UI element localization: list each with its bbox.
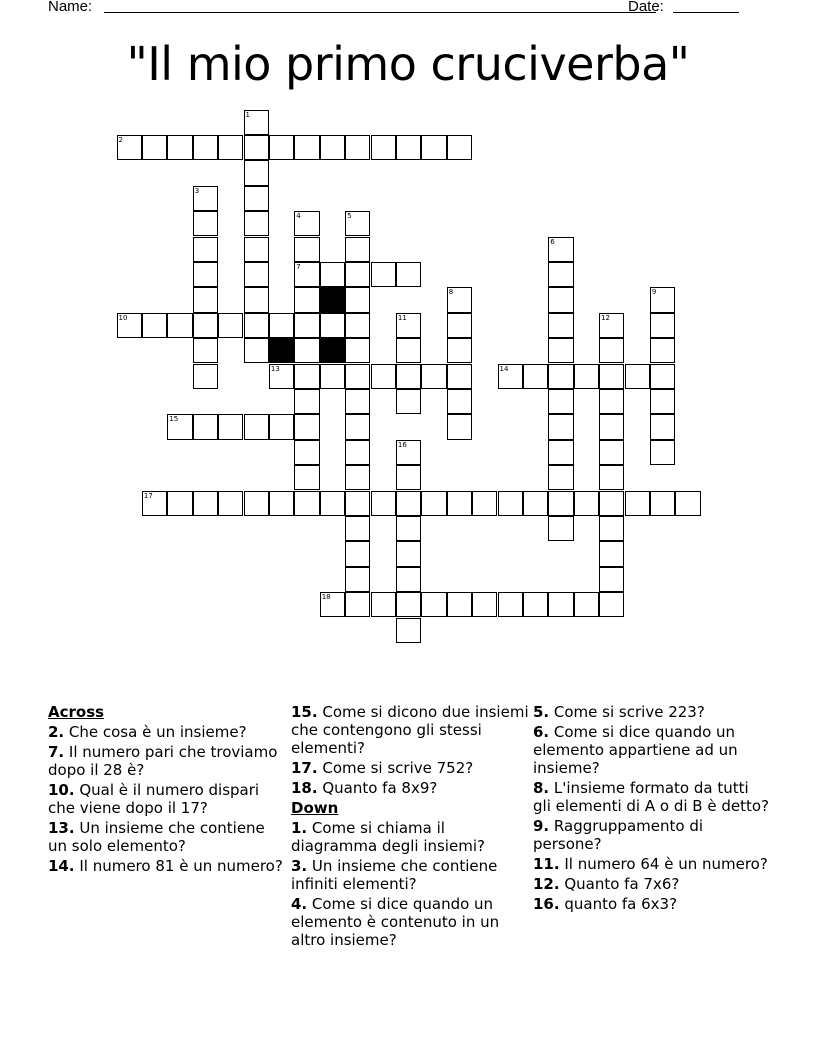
grid-cell[interactable]: [371, 592, 396, 617]
grid-cell[interactable]: [167, 313, 192, 338]
clue-text: Un insieme che contiene infiniti elementi?: [291, 857, 498, 893]
across-heading: Across: [48, 703, 105, 721]
clue-item: [533, 817, 769, 853]
clue-number-label: 13: [270, 364, 280, 373]
grid-cell[interactable]: [421, 135, 446, 160]
grid-cell[interactable]: [396, 313, 421, 338]
grid-cell[interactable]: [193, 287, 218, 312]
clue-text: Come si chiama il diagramma degli insiemi?: [291, 819, 485, 855]
grid-cell[interactable]: [244, 287, 269, 312]
grid-cell[interactable]: [345, 135, 370, 160]
grid-cell[interactable]: [447, 592, 472, 617]
grid-cell[interactable]: [447, 287, 472, 312]
clue-number: 1.: [291, 819, 308, 837]
clues-column-3: [533, 703, 769, 915]
name-label: Name:: [48, 0, 93, 15]
clue-text: Come si dicono due insiemi che contengono gli stessi elementi?: [291, 703, 529, 757]
grid-cell[interactable]: [193, 262, 218, 287]
grid-cell[interactable]: [548, 516, 573, 541]
clue-number: 18.: [291, 779, 318, 797]
clue-number: 4.: [291, 895, 308, 913]
grid-cell[interactable]: [345, 414, 370, 439]
grid-cell[interactable]: [599, 592, 624, 617]
grid-cell[interactable]: [396, 592, 421, 617]
grid-cell[interactable]: [294, 287, 319, 312]
clue-text: Come si dice quando un elemento è contenuto in un altro insieme?: [291, 895, 500, 949]
grid-cell[interactable]: [599, 541, 624, 566]
clue-number: 6.: [533, 723, 550, 741]
grid-cell[interactable]: [345, 338, 370, 363]
clue-number-label: 12: [601, 313, 611, 322]
grid-cell[interactable]: [396, 440, 421, 465]
clue-number: 5.: [533, 703, 550, 721]
grid-cell[interactable]: [193, 237, 218, 262]
clue-number-label: 7: [296, 262, 301, 271]
down-heading: Down: [291, 799, 339, 817]
grid-cell[interactable]: [320, 592, 345, 617]
black-cell: [320, 338, 345, 363]
grid-cell[interactable]: [396, 364, 421, 389]
clue-number: 16.: [533, 895, 560, 913]
grid-cell[interactable]: [650, 313, 675, 338]
clue-item: [291, 703, 529, 757]
grid-cell[interactable]: [244, 186, 269, 211]
grid-cell[interactable]: [548, 592, 573, 617]
grid-cell[interactable]: [244, 237, 269, 262]
grid-cell[interactable]: [472, 491, 497, 516]
grid-cell[interactable]: [599, 313, 624, 338]
grid-cell[interactable]: [193, 211, 218, 236]
grid-cell[interactable]: [218, 491, 243, 516]
clue-text: Come si scrive 223?: [549, 703, 705, 721]
clue-item: [48, 743, 284, 779]
grid-cell[interactable]: [193, 338, 218, 363]
clue-number-label: 10: [118, 313, 128, 322]
grid-cell[interactable]: [371, 135, 396, 160]
date-label: Date:: [628, 0, 664, 15]
grid-cell[interactable]: [320, 262, 345, 287]
clue-number: 17.: [291, 759, 318, 777]
black-cell: [269, 338, 294, 363]
grid-cell[interactable]: [218, 313, 243, 338]
grid-cell[interactable]: [548, 364, 573, 389]
grid-cell[interactable]: [396, 491, 421, 516]
clue-item: [48, 857, 284, 875]
grid-cell[interactable]: [345, 440, 370, 465]
grid-cell[interactable]: [574, 491, 599, 516]
clue-text: Raggruppamento di persone?: [533, 817, 704, 853]
clue-number: 9.: [533, 817, 550, 835]
grid-cell[interactable]: [294, 465, 319, 490]
grid-cell[interactable]: [294, 313, 319, 338]
grid-cell[interactable]: [396, 338, 421, 363]
clue-text: Il numero pari che troviamo dopo il 28 è?: [48, 743, 278, 779]
grid-cell[interactable]: [269, 313, 294, 338]
grid-cell[interactable]: [599, 567, 624, 592]
grid-cell[interactable]: [244, 160, 269, 185]
clue-item: [291, 779, 529, 797]
clue-item: [291, 759, 529, 777]
clue-item: [533, 723, 769, 777]
grid-cell[interactable]: [548, 414, 573, 439]
clue-text: Quanto fa 7x6?: [559, 875, 680, 893]
grid-cell[interactable]: [345, 313, 370, 338]
grid-cell[interactable]: [599, 491, 624, 516]
grid-cell[interactable]: [345, 287, 370, 312]
grid-cell[interactable]: [117, 135, 142, 160]
grid-cell[interactable]: [523, 364, 548, 389]
clue-number-label: 17: [143, 491, 153, 500]
grid-cell[interactable]: [548, 287, 573, 312]
grid-cell[interactable]: [193, 135, 218, 160]
clue-item: [533, 875, 769, 893]
grid-cell[interactable]: [396, 389, 421, 414]
clue-text: Un insieme che contiene un solo elemento?: [48, 819, 265, 855]
grid-cell[interactable]: [269, 414, 294, 439]
grid-cell[interactable]: [625, 364, 650, 389]
grid-cell[interactable]: [548, 338, 573, 363]
clue-item: [48, 723, 284, 741]
clue-number-label: 3: [194, 186, 200, 195]
grid-cell[interactable]: [599, 516, 624, 541]
clue-number-label: 18: [321, 593, 331, 602]
grid-cell[interactable]: [396, 135, 421, 160]
black-cell: [320, 287, 345, 312]
grid-cell[interactable]: [498, 592, 523, 617]
grid-cell[interactable]: [269, 135, 294, 160]
clue-text: L'insieme formato da tutti gli elementi di A o di B è detto?: [533, 779, 770, 815]
grid-cell[interactable]: [193, 186, 218, 211]
clue-text: Quanto fa 8x9?: [317, 779, 438, 797]
grid-cell[interactable]: [345, 389, 370, 414]
grid-cell[interactable]: [142, 135, 167, 160]
clue-number-label: 2: [118, 135, 123, 144]
grid-cell[interactable]: [345, 237, 370, 262]
clue-text: Che cosa è un insieme?: [64, 723, 247, 741]
grid-cell[interactable]: [447, 414, 472, 439]
clue-text: Come si dice quando un elemento appartiene ad un insieme?: [533, 723, 738, 777]
grid-cell[interactable]: [548, 237, 573, 262]
grid-cell[interactable]: [142, 491, 167, 516]
grid-cell[interactable]: [523, 592, 548, 617]
grid-cell[interactable]: [396, 262, 421, 287]
grid-cell[interactable]: [244, 491, 269, 516]
clue-number-label: 11: [397, 313, 407, 322]
grid-cell[interactable]: [371, 364, 396, 389]
grid-cell[interactable]: [548, 440, 573, 465]
clue-item: [533, 895, 769, 913]
grid-cell[interactable]: [244, 414, 269, 439]
grid-cell[interactable]: [345, 364, 370, 389]
grid-cell[interactable]: [371, 491, 396, 516]
clue-item: [48, 781, 284, 817]
grid-cell[interactable]: [345, 592, 370, 617]
grid-cell[interactable]: [244, 211, 269, 236]
grid-cell[interactable]: [650, 440, 675, 465]
clue-text: quanto fa 6x3?: [559, 895, 678, 913]
grid-cell[interactable]: [345, 465, 370, 490]
grid-cell[interactable]: [650, 287, 675, 312]
grid-cell[interactable]: [294, 389, 319, 414]
grid-cell[interactable]: [345, 567, 370, 592]
grid-cell[interactable]: [548, 491, 573, 516]
grid-cell[interactable]: [396, 618, 421, 643]
grid-cell[interactable]: [447, 491, 472, 516]
grid-cell[interactable]: [244, 313, 269, 338]
clue-number: 3.: [291, 857, 308, 875]
clue-number: 10.: [48, 781, 75, 799]
clue-number: 15.: [291, 703, 318, 721]
grid-cell[interactable]: [244, 135, 269, 160]
clue-number: 11.: [533, 855, 560, 873]
grid-cell[interactable]: [599, 440, 624, 465]
grid-cell[interactable]: [294, 338, 319, 363]
clue-number-label: 16: [397, 440, 407, 449]
grid-cell[interactable]: [167, 135, 192, 160]
grid-cell[interactable]: [396, 541, 421, 566]
grid-cell[interactable]: [142, 313, 167, 338]
grid-cell[interactable]: [167, 491, 192, 516]
grid-cell[interactable]: [650, 414, 675, 439]
grid-cell[interactable]: [447, 135, 472, 160]
grid-cell[interactable]: [396, 465, 421, 490]
clues-column-1: [48, 703, 284, 877]
grid-cell[interactable]: [218, 135, 243, 160]
grid-cell[interactable]: [599, 389, 624, 414]
grid-cell[interactable]: [599, 465, 624, 490]
clue-number-label: 9: [651, 288, 657, 297]
grid-cell[interactable]: [447, 364, 472, 389]
grid-cell[interactable]: [523, 491, 548, 516]
grid-cell[interactable]: [269, 364, 294, 389]
grid-cell[interactable]: [320, 313, 345, 338]
grid-cell[interactable]: [320, 364, 345, 389]
grid-cell[interactable]: [498, 491, 523, 516]
grid-cell[interactable]: [650, 338, 675, 363]
clue-number: 13.: [48, 819, 75, 837]
grid-cell[interactable]: [396, 567, 421, 592]
grid-cell[interactable]: [294, 364, 319, 389]
grid-cell[interactable]: [599, 364, 624, 389]
grid-cell[interactable]: [472, 592, 497, 617]
grid-cell[interactable]: [193, 491, 218, 516]
grid-cell[interactable]: [244, 110, 269, 135]
clue-number-label: 4: [296, 212, 301, 221]
grid-cell[interactable]: [574, 592, 599, 617]
clue-number: 2.: [48, 723, 65, 741]
clue-number-label: 15: [169, 415, 179, 424]
grid-cell[interactable]: [244, 338, 269, 363]
grid-cell[interactable]: [345, 491, 370, 516]
grid-cell[interactable]: [421, 364, 446, 389]
grid-cell[interactable]: [421, 491, 446, 516]
clue-item: [291, 819, 529, 855]
grid-cell[interactable]: [548, 262, 573, 287]
grid-cell[interactable]: [294, 440, 319, 465]
grid-cell[interactable]: [294, 237, 319, 262]
grid-cell[interactable]: [345, 211, 370, 236]
clue-item: [533, 703, 769, 721]
clue-text: Come si scrive 752?: [317, 759, 474, 777]
clue-number: 7.: [48, 743, 65, 761]
grid-cell[interactable]: [193, 364, 218, 389]
grid-cell[interactable]: [675, 491, 700, 516]
grid-cell[interactable]: [421, 592, 446, 617]
grid-cell[interactable]: [447, 389, 472, 414]
clue-item: [533, 779, 769, 815]
grid-cell[interactable]: [599, 414, 624, 439]
clue-text: Il numero 81 è un numero?: [74, 857, 283, 875]
clue-text: Il numero 64 è un numero?: [559, 855, 768, 873]
grid-cell[interactable]: [650, 364, 675, 389]
grid-cell[interactable]: [574, 364, 599, 389]
grid-cell[interactable]: [548, 313, 573, 338]
clue-number-label: 14: [499, 364, 509, 373]
grid-cell[interactable]: [294, 262, 319, 287]
clue-item: [291, 895, 529, 949]
clue-number: 14.: [48, 857, 75, 875]
clue-text: Qual è il numero dispari che viene dopo il 17?: [48, 781, 260, 817]
grid-cell[interactable]: [320, 491, 345, 516]
grid-cell[interactable]: [193, 414, 218, 439]
clue-item: [291, 857, 529, 893]
clues-column-2: [291, 703, 529, 951]
clue-number-label: 8: [448, 288, 454, 297]
grid-cell[interactable]: [396, 516, 421, 541]
clue-item: [533, 855, 769, 873]
grid-cell[interactable]: [294, 211, 319, 236]
grid-cell[interactable]: [269, 491, 294, 516]
grid-cell[interactable]: [193, 313, 218, 338]
grid-cell[interactable]: [447, 338, 472, 363]
grid-cell[interactable]: [294, 135, 319, 160]
clue-number-label: 6: [550, 237, 555, 246]
clue-item: [48, 819, 284, 855]
grid-cell[interactable]: [294, 491, 319, 516]
grid-cell[interactable]: [167, 414, 192, 439]
grid-cell[interactable]: [218, 414, 243, 439]
grid-cell[interactable]: [371, 262, 396, 287]
clue-number-label: 1: [245, 110, 250, 119]
clue-number: 12.: [533, 875, 560, 893]
grid-cell[interactable]: [498, 364, 523, 389]
grid-cell[interactable]: [320, 135, 345, 160]
grid-cell[interactable]: [599, 338, 624, 363]
clue-number: 8.: [533, 779, 550, 797]
grid-cell[interactable]: [345, 541, 370, 566]
grid-cell[interactable]: [650, 491, 675, 516]
grid-cell[interactable]: [117, 313, 142, 338]
grid-cell[interactable]: [244, 262, 269, 287]
grid-cell[interactable]: [447, 313, 472, 338]
grid-cell[interactable]: [294, 414, 319, 439]
grid-cell[interactable]: [345, 516, 370, 541]
grid-cell[interactable]: [625, 491, 650, 516]
grid-cell[interactable]: [345, 262, 370, 287]
clue-number-label: 5: [347, 212, 352, 221]
grid-cell[interactable]: [548, 389, 573, 414]
grid-cell[interactable]: [548, 465, 573, 490]
grid-cell[interactable]: [650, 389, 675, 414]
page-title: "Il mio primo cruciverba": [126, 37, 690, 91]
